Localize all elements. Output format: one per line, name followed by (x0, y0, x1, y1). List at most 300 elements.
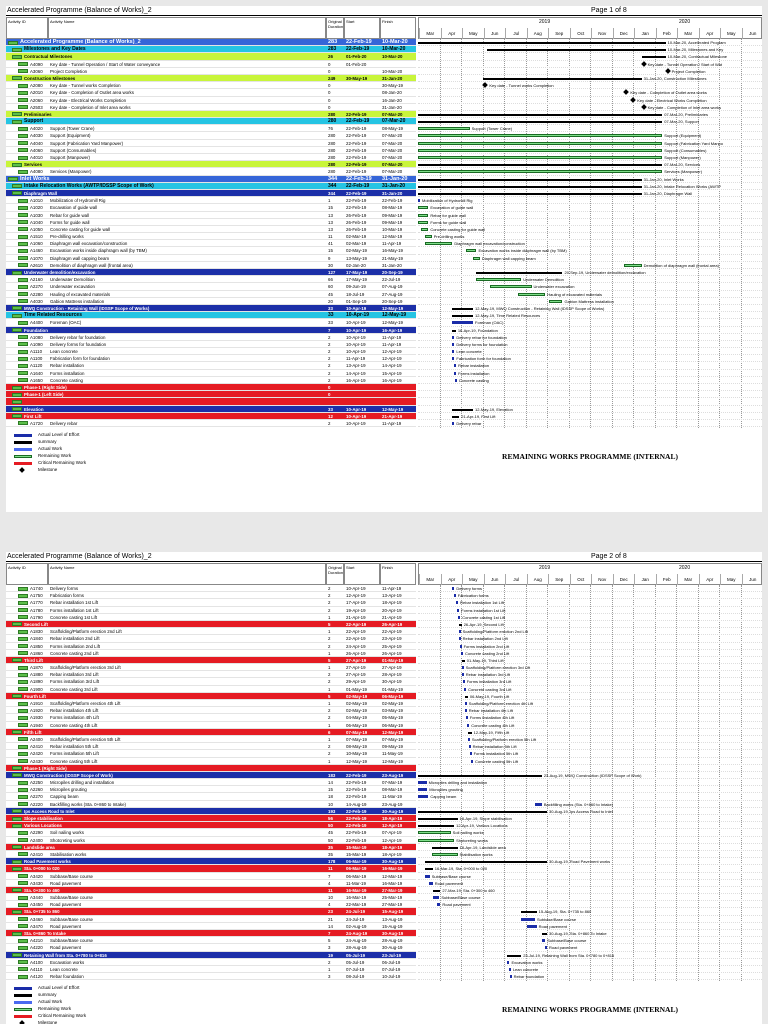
activity-icon (18, 759, 28, 763)
bar-label: Lean concrete (512, 966, 539, 972)
activity-id: A4030 (30, 298, 43, 304)
table-row[interactable] (6, 276, 416, 283)
activity-bar[interactable] (527, 925, 536, 928)
summary-bar[interactable] (432, 847, 458, 849)
activity-id: A1650 (30, 377, 43, 383)
summary-bar[interactable] (418, 186, 642, 188)
activity-id: A1770 (30, 600, 43, 606)
activity-bar[interactable] (433, 896, 440, 899)
table-row[interactable] (6, 880, 416, 887)
gantt-row (418, 75, 762, 82)
summary-bar[interactable] (418, 193, 642, 195)
activity-bar[interactable] (425, 875, 430, 878)
activity-name: Gabion Mattress installation (50, 298, 105, 304)
summary-bar[interactable] (433, 890, 441, 892)
start-cell: 22-Feb-19 (346, 111, 367, 117)
milestone-marker[interactable] (641, 104, 647, 110)
wbs-row[interactable] (6, 312, 416, 319)
gantt-row (418, 219, 762, 226)
activity-bar[interactable] (521, 918, 535, 921)
summary-bar[interactable] (418, 164, 662, 166)
activity-bar[interactable] (425, 242, 453, 245)
bar-label: Forms installation 1st Lift (461, 607, 506, 613)
wbs-row[interactable] (6, 53, 416, 60)
table-row[interactable] (6, 240, 416, 247)
wbs-row[interactable] (6, 75, 416, 82)
gantt-row (418, 908, 762, 915)
activity-id: A2270 (30, 794, 43, 800)
milestone-marker[interactable] (630, 97, 636, 103)
activity-bar[interactable] (466, 249, 476, 252)
summary-bar[interactable] (542, 933, 547, 935)
wbs-row[interactable] (6, 952, 416, 959)
summary-bar[interactable] (452, 315, 473, 317)
table-row[interactable] (6, 585, 416, 592)
summary-bar[interactable] (418, 775, 542, 777)
activity-bar[interactable] (510, 975, 512, 978)
activity-bar[interactable] (418, 795, 428, 798)
duration-cell: 18 (328, 794, 333, 800)
activity-bar[interactable] (452, 587, 454, 590)
bar-label: Subbase/Base course (441, 895, 481, 901)
table-row[interactable] (6, 793, 416, 800)
table-row[interactable] (6, 291, 416, 298)
table-row[interactable] (6, 937, 416, 944)
gantt-row (418, 952, 762, 959)
activity-bar[interactable] (465, 702, 467, 705)
wbs-icon (8, 41, 18, 45)
wbs-row[interactable] (6, 657, 416, 664)
table-row[interactable] (6, 362, 416, 369)
table-row[interactable] (6, 973, 416, 980)
wbs-row[interactable] (6, 808, 416, 815)
activity-bar[interactable] (454, 594, 456, 597)
activity-id: A4010 (30, 155, 43, 160)
activity-id: A2410 (30, 851, 43, 857)
table-row[interactable] (6, 829, 416, 836)
table-row[interactable] (6, 779, 416, 786)
activity-name: Excavation works inside diaphragm wall (by TBM) (50, 248, 147, 254)
table-row[interactable] (6, 219, 416, 226)
summary-bar[interactable] (487, 49, 666, 51)
table-row[interactable] (6, 959, 416, 966)
gantt-row (418, 585, 762, 592)
wbs-name: Landslide area (24, 844, 55, 850)
activity-bar[interactable] (418, 214, 428, 217)
wbs-row[interactable] (6, 815, 416, 822)
wbs-row[interactable] (6, 190, 416, 197)
activity-id: A1640 (30, 370, 43, 376)
table-row[interactable] (6, 370, 416, 377)
activity-bar[interactable] (418, 156, 662, 159)
wbs-row[interactable] (6, 398, 416, 405)
activity-bar[interactable] (469, 745, 471, 748)
activity-bar[interactable] (454, 372, 456, 375)
wbs-row[interactable] (6, 305, 416, 312)
activity-bar[interactable] (418, 134, 662, 137)
wbs-name: Construction Milestones (24, 75, 76, 81)
wbs-name: Third Lift (24, 657, 44, 663)
wbs-row[interactable] (6, 327, 416, 334)
table-row[interactable] (6, 147, 416, 154)
table-row[interactable] (6, 348, 416, 355)
activity-bar[interactable] (463, 680, 465, 683)
gantt-row (418, 664, 762, 671)
finish-cell: 13-Apr-19 (382, 593, 402, 599)
table-row[interactable] (6, 319, 416, 326)
bar-label: Delivery rebar (456, 420, 482, 426)
table-row[interactable] (6, 140, 416, 147)
bar-label: 07-Mar-20, Support (664, 119, 699, 125)
activity-bar[interactable] (418, 170, 662, 173)
gantt-row (418, 923, 762, 930)
table-row[interactable] (6, 678, 416, 685)
summary-bar[interactable] (452, 409, 473, 411)
activity-icon (18, 227, 28, 231)
milestone-marker[interactable] (665, 68, 671, 74)
bar-label: Excavation works inside diaphragm wall (by TBM) (478, 248, 567, 254)
activity-bar[interactable] (455, 379, 457, 382)
table-row[interactable] (6, 714, 416, 721)
activity-bar[interactable] (452, 422, 454, 425)
table-row[interactable] (6, 700, 416, 707)
activity-bar[interactable] (418, 199, 420, 202)
activity-id: A3440 (30, 895, 43, 901)
activity-name: Scaffolding/Platform erection 4th Lift (50, 701, 121, 706)
summary-bar[interactable] (462, 660, 465, 662)
gantt-row (418, 298, 762, 305)
bar-label: 30-Aug-19, Ips Access Road to Inlet (549, 808, 613, 814)
wbs-row[interactable] (6, 176, 416, 183)
summary-bar[interactable] (425, 868, 433, 870)
table-row[interactable] (6, 298, 416, 305)
bar-label: Rebar installation 3rd Lift (465, 672, 510, 678)
start-cell: 22-Mar-19 (346, 902, 367, 908)
milestone-marker[interactable] (641, 61, 647, 67)
table-row[interactable] (6, 89, 416, 96)
table-row[interactable] (6, 873, 416, 880)
table-row[interactable] (6, 592, 416, 599)
activity-bar[interactable] (462, 673, 464, 676)
activity-bar[interactable] (459, 637, 461, 640)
activity-bar[interactable] (418, 206, 428, 209)
summary-bar[interactable] (468, 732, 472, 734)
activity-bar[interactable] (418, 788, 427, 791)
table-row[interactable] (6, 916, 416, 923)
table-row[interactable] (6, 420, 416, 427)
summary-bar[interactable] (418, 114, 662, 116)
activity-bar[interactable] (452, 343, 454, 346)
table-row[interactable] (6, 61, 416, 68)
activity-bar[interactable] (465, 709, 467, 712)
table-row[interactable] (6, 233, 416, 240)
summary-bar[interactable] (507, 955, 521, 957)
duration-cell: 2 (328, 708, 331, 714)
summary-bar[interactable] (418, 121, 662, 123)
gantt-row (418, 621, 762, 628)
milestone-marker[interactable] (624, 89, 630, 95)
bar-label: Key date - Tunnel works Completion (489, 83, 554, 89)
wbs-row[interactable] (6, 406, 416, 413)
summary-bar[interactable] (418, 818, 458, 820)
summary-bar[interactable] (418, 179, 642, 181)
wbs-row[interactable] (6, 729, 416, 736)
activity-bar[interactable] (418, 127, 470, 130)
start-cell: 27-Apr-19 (346, 672, 366, 678)
finish-cell: 07-May-19 (382, 736, 403, 742)
table-row[interactable] (6, 154, 416, 161)
activity-bar[interactable] (545, 946, 547, 949)
activity-bar[interactable] (461, 652, 463, 655)
wbs-row[interactable] (6, 269, 416, 276)
activity-bar[interactable] (418, 831, 451, 834)
duration-cell: 0 (328, 97, 331, 103)
wbs-name: Fourth Lift (24, 693, 46, 699)
finish-cell: 08-Jan-20 (382, 90, 402, 96)
table-row[interactable] (6, 966, 416, 973)
table-row[interactable] (6, 262, 416, 269)
start-cell: 24-Apr-19 (346, 643, 366, 649)
summary-bar[interactable] (483, 78, 641, 80)
activity-bar[interactable] (624, 264, 641, 267)
start-cell: 22-Feb-19 (346, 140, 367, 146)
table-row[interactable] (6, 255, 416, 262)
summary-bar[interactable] (425, 861, 547, 863)
activity-bar[interactable] (418, 149, 662, 152)
activity-bar[interactable] (464, 688, 466, 691)
wbs-name: Sta. 0+735 to 860 (24, 909, 60, 915)
wbs-row[interactable] (6, 46, 416, 53)
activity-id: A2080 (30, 83, 43, 89)
gantt-row (418, 39, 762, 46)
table-row[interactable] (6, 125, 416, 132)
activity-bar[interactable] (418, 221, 428, 224)
wbs-row[interactable] (6, 822, 416, 829)
duration-cell: 280 (328, 169, 336, 175)
bar-label: Pre-drilling works (433, 234, 465, 240)
activity-bar[interactable] (452, 336, 454, 339)
table-row[interactable] (6, 758, 416, 765)
table-row[interactable] (6, 671, 416, 678)
duration-cell: 19 (328, 952, 333, 958)
wbs-row[interactable] (6, 865, 416, 872)
wbs-row[interactable] (6, 413, 416, 420)
activity-id: A4220 (30, 945, 43, 951)
finish-cell: 18-Apr-19 (382, 600, 402, 606)
wbs-row[interactable] (6, 39, 416, 46)
activity-bar[interactable] (490, 285, 531, 288)
table-row[interactable] (6, 341, 416, 348)
activity-bar[interactable] (421, 228, 428, 231)
finish-cell: 11-Mar-19 (382, 794, 402, 800)
activity-bar[interactable] (418, 781, 427, 784)
summary-bar[interactable] (418, 42, 666, 44)
table-row[interactable] (6, 635, 416, 642)
wbs-row[interactable] (6, 930, 416, 937)
summary-bar[interactable] (452, 330, 455, 332)
table-row[interactable] (6, 837, 416, 844)
table-row[interactable] (6, 377, 416, 384)
summary-bar[interactable] (452, 416, 459, 418)
activity-bar[interactable] (425, 235, 432, 238)
activity-bar[interactable] (437, 903, 440, 906)
activity-bar[interactable] (452, 357, 454, 360)
table-row[interactable] (6, 168, 416, 175)
gantt-row (418, 355, 762, 362)
table-row[interactable] (6, 68, 416, 75)
duration-cell: 280 (328, 140, 336, 146)
legend-label: Actual Work (38, 999, 63, 1004)
table-row[interactable] (6, 750, 416, 757)
activity-icon (18, 299, 28, 303)
duration-cell: 1 (328, 686, 331, 692)
activity-name: Lean concrete (50, 966, 78, 972)
table-row[interactable] (6, 334, 416, 341)
activity-bar[interactable] (549, 300, 563, 303)
start-cell: 12-May-19 (346, 758, 367, 764)
wbs-row[interactable] (6, 161, 416, 168)
activity-bar[interactable] (458, 616, 460, 619)
table-row[interactable] (6, 786, 416, 793)
table-row[interactable] (6, 894, 416, 901)
wbs-row[interactable] (6, 118, 416, 125)
table-row[interactable] (6, 97, 416, 104)
table-row[interactable] (6, 743, 416, 750)
table-row[interactable] (6, 283, 416, 290)
activity-bar[interactable] (507, 961, 509, 964)
activity-bar[interactable] (467, 724, 469, 727)
activity-icon (18, 350, 28, 354)
wbs-row[interactable] (6, 887, 416, 894)
activity-bar[interactable] (470, 752, 472, 755)
bar-label: Rebar installation 5th Lift (472, 744, 517, 750)
activity-bar[interactable] (462, 666, 464, 669)
start-cell: 22-Feb-19 (346, 780, 367, 786)
activity-bar[interactable] (418, 142, 662, 145)
table-row[interactable] (6, 851, 416, 858)
summary-bar[interactable] (465, 696, 468, 698)
activity-bar[interactable] (459, 630, 461, 633)
start-cell: 08-May-19 (346, 744, 367, 750)
wbs-row[interactable] (6, 391, 416, 398)
wbs-row[interactable] (6, 111, 416, 118)
wbs-row[interactable] (6, 844, 416, 851)
gantt-row (418, 880, 762, 887)
activity-bar[interactable] (466, 716, 468, 719)
schedule-page-2 (6, 552, 762, 1024)
finish-cell: 31-Jan-20 (382, 182, 406, 189)
activity-name: Scaffolding/Platform erection 2nd Lift (50, 629, 122, 635)
table-row[interactable] (6, 104, 416, 111)
wbs-icon (12, 809, 22, 813)
table-row[interactable] (6, 801, 416, 808)
table-row[interactable] (6, 247, 416, 254)
summary-bar[interactable] (418, 811, 547, 813)
wbs-row[interactable] (6, 908, 416, 915)
wbs-row[interactable] (6, 858, 416, 865)
summary-bar[interactable] (459, 624, 462, 626)
summary-bar[interactable] (418, 825, 454, 827)
table-row[interactable] (6, 901, 416, 908)
wbs-row[interactable] (6, 621, 416, 628)
wbs-row[interactable] (6, 765, 416, 772)
activity-bar[interactable] (471, 760, 473, 763)
activity-bar[interactable] (518, 293, 546, 296)
summary-bar[interactable] (476, 272, 562, 274)
table-row[interactable] (6, 355, 416, 362)
table-row[interactable] (6, 82, 416, 89)
activity-id: A1830 (30, 629, 43, 635)
duration-cell: 280 (328, 118, 337, 125)
table-row[interactable] (6, 607, 416, 614)
gantt-row (418, 707, 762, 714)
wbs-row[interactable] (6, 693, 416, 700)
activity-bar[interactable] (542, 939, 545, 942)
table-row[interactable] (6, 643, 416, 650)
bar-label: Scaffolding/Platform erection 5th Lift (471, 736, 537, 742)
table-row[interactable] (6, 736, 416, 743)
milestone-marker[interactable] (483, 82, 489, 88)
table-row[interactable] (6, 707, 416, 714)
month-label: Sep (548, 28, 570, 39)
table-row[interactable] (6, 212, 416, 219)
activity-bar[interactable] (468, 738, 470, 741)
wbs-row[interactable] (6, 183, 416, 190)
finish-cell: 07-Mar-19 (382, 780, 403, 786)
activity-bar[interactable] (432, 853, 458, 856)
activity-id: A1510 (30, 234, 43, 240)
table-row[interactable] (6, 923, 416, 930)
activity-bar[interactable] (418, 839, 454, 842)
table-row[interactable] (6, 614, 416, 621)
activity-bar[interactable] (509, 968, 511, 971)
activity-bar[interactable] (457, 609, 459, 612)
summary-bar[interactable] (452, 308, 473, 310)
duration-cell: 1 (328, 198, 331, 204)
activity-bar[interactable] (535, 803, 542, 806)
table-row[interactable] (6, 197, 416, 204)
activity-name: Key date - Tunnel Operation / Start of Water conveyance (50, 61, 161, 67)
activity-bar[interactable] (452, 350, 454, 353)
wbs-row[interactable] (6, 384, 416, 391)
table-row[interactable] (6, 664, 416, 671)
activity-icon (18, 781, 28, 785)
table-row[interactable] (6, 650, 416, 657)
start-cell: 22-Feb-19 (346, 837, 367, 843)
table-row[interactable] (6, 944, 416, 951)
activity-bar[interactable] (454, 364, 456, 367)
table-row[interactable] (6, 686, 416, 693)
wbs-row[interactable] (6, 772, 416, 779)
activity-bar[interactable] (429, 882, 433, 885)
table-row[interactable] (6, 599, 416, 606)
table-row[interactable] (6, 226, 416, 233)
duration-cell: 280 (328, 147, 336, 153)
activity-bar[interactable] (456, 601, 458, 604)
bar-label: Concrete casting 4th Lift (471, 722, 515, 728)
activity-bar[interactable] (460, 645, 462, 648)
activity-bar[interactable] (452, 321, 473, 324)
summary-bar[interactable] (642, 56, 666, 58)
summary-bar[interactable] (521, 911, 536, 913)
table-row[interactable] (6, 722, 416, 729)
table-row[interactable] (6, 628, 416, 635)
table-row[interactable] (6, 132, 416, 139)
activity-bar[interactable] (473, 257, 480, 260)
activity-bar[interactable] (476, 278, 521, 281)
activity-name: Underwater Demolition (50, 277, 95, 283)
table-row[interactable] (6, 204, 416, 211)
